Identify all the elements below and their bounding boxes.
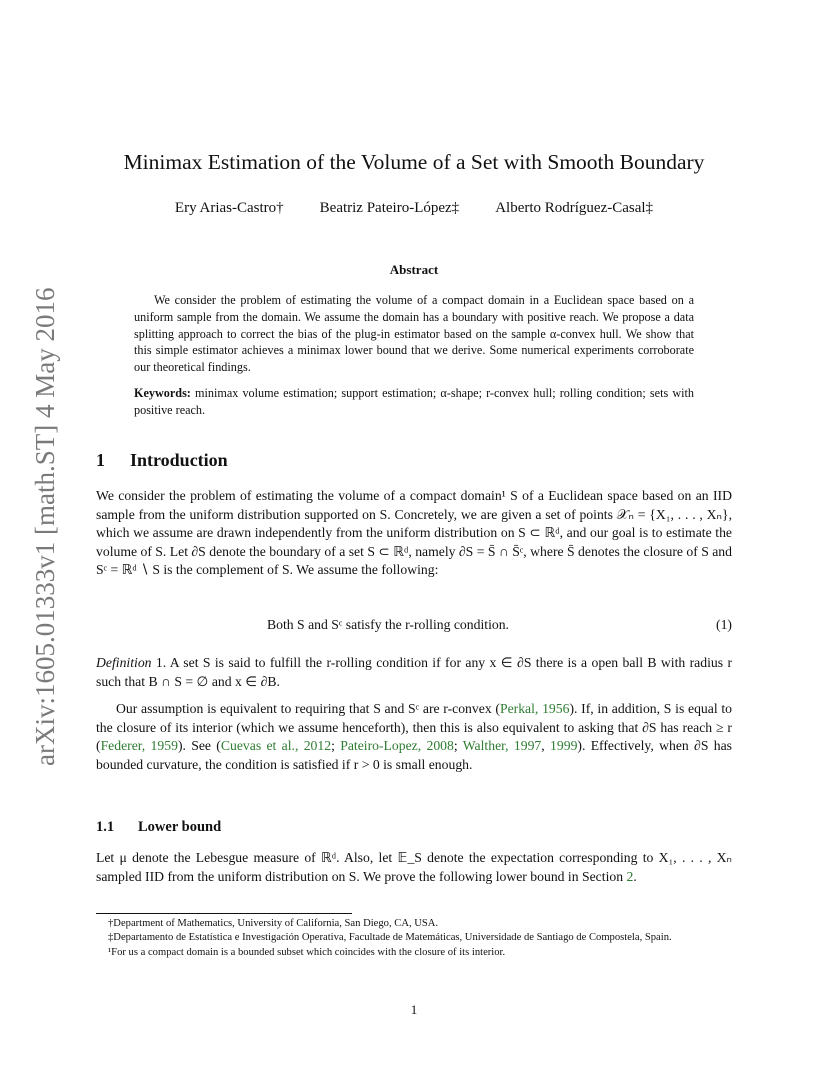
intro-paragraph: We consider the problem of estimating the volume of a compact domain¹ S of a Euclidean space based on an IID sample from the uniform distribution supported on S. Concretely, we are given a set of points 𝒳ₙ = {X₁, . . . , Xₙ}, which we assume are drawn independently from the uniform distribution on S ⊂ ℝᵈ, and our goal is to estimate the volume of S. Let ∂S denote the boundary of a set S ⊂ ℝᵈ, namely ∂S = S̄ ∩ S̄ᶜ, where S̄ denotes the closure of S and Sᶜ = ℝᵈ ∖ S is the complement of S. We assume the following: [96, 488, 732, 578]
paragraph-text: ). See ( [177, 738, 221, 754]
lower-bound-paragraph [96, 849, 732, 886]
subsection-title: Lower bound [138, 819, 222, 835]
section-reference-link[interactable]: 2 [626, 868, 634, 884]
paragraph-text: ). If, in addition, S is equal to the closure of its interior (which we assume henceforth), then this is also equivalent to asking that ∂S has reach ≥ r ( [96, 701, 733, 754]
paper-title: Minimax Estimation of the Volume of a Set with Smooth Boundary [123, 150, 705, 174]
paragraph-text: ; [331, 738, 341, 754]
paragraph-text: , [541, 738, 551, 754]
equation-text: Both S and Sᶜ satisfy the r-rolling condition. [267, 617, 509, 632]
paragraph-text: ; [453, 738, 463, 754]
citation-pateiro[interactable]: Pateiro-Lopez, 2008 [340, 738, 454, 754]
footnote-affiliation-santiago: ‡Departamento de Estatística e Investigación Operativa, Facultade de Matemáticas, Universidade de Santiago de Compostela, Spain. [108, 932, 672, 944]
abstract-heading: Abstract [389, 262, 439, 277]
citation-perkal[interactable]: Perkal, 1956 [499, 701, 570, 716]
footnote-affiliation-ucsd: †Department of Mathematics, University of California, San Diego, CA, USA. [108, 918, 439, 929]
subsection-number: 1.1 [96, 819, 115, 835]
keywords [134, 385, 694, 419]
section-number: 1 [96, 450, 105, 470]
arxiv-sidebar-stamp [24, 270, 64, 770]
paragraph-text: Let μ denote the Lebesgue measure of ℝᵈ. Also, let 𝔼_S denote the expectation corresponding to X₁, . . . , Xₙ sampled IID from the uniform distribution on S. We prove the following lower bound in Section [96, 850, 732, 884]
definition-number: 1. [155, 655, 167, 670]
footnotes [96, 917, 732, 960]
page-number: 1 [410, 1002, 418, 1017]
citation-walther-1997[interactable]: Walther, 1997 [462, 738, 542, 754]
definition-1 [96, 654, 732, 691]
assumption-paragraph [96, 700, 732, 774]
abstract-text: We consider the problem of estimating the volume of a compact domain in a Euclidean space based on a uniform sample from the domain. We assume the domain has a boundary with positive reach. We propose a data splitting approach to correct the bias of the plug-in estimator based on the sample α-convex hull. We show that this simple estimator achieves a minimax lower bound that we derive. Some numerical experiments corroborate our theoretical findings. [134, 293, 694, 375]
section-title: Introduction [130, 450, 228, 470]
paragraph-text: Our assumption is equivalent to requiring that S and Sᶜ are r-convex ( [116, 701, 500, 716]
arxiv-identifier: arXiv:1605.01333v1 [math.ST] 4 May 2016 [30, 287, 60, 766]
author-3: Alberto Rodríguez-Casal‡ [495, 200, 654, 216]
author-2: Beatriz Pateiro-López‡ [319, 200, 460, 216]
citation-cuevas[interactable]: Cuevas et al., 2012 [220, 738, 332, 754]
citation-walther-1999[interactable]: 1999 [550, 738, 578, 754]
equation-number: (1) [716, 617, 732, 632]
paragraph-text: ). Effectively, when ∂S has bounded curvature, the condition is satisfied if r > 0 is small enough. [96, 738, 732, 772]
keywords-text: minimax volume estimation; support estimation; α-shape; r-convex hull; rolling condition; sets with positive reach. [134, 386, 694, 417]
footnote-rule [96, 913, 352, 914]
keywords-label: Keywords: [134, 386, 191, 400]
subsection-heading-lower-bound [96, 819, 221, 836]
paragraph-text: . [633, 868, 637, 884]
section-heading-introduction [96, 450, 228, 471]
definition-label: Definition [96, 655, 152, 670]
citation-federer[interactable]: Federer, 1959 [100, 738, 178, 754]
definition-text: A set S is said to fulfill the r-rolling condition if for any x ∈ ∂S there is a open ball B with radius r such that B ∩ S = ∅ and x ∈ ∂B. [96, 655, 733, 689]
footnote-compact-domain: ¹For us a compact domain is a bounded subset which coincides with the closure of its interior. [108, 946, 506, 958]
author-1: Ery Arias-Castro† [174, 200, 284, 216]
author-list [96, 200, 732, 217]
